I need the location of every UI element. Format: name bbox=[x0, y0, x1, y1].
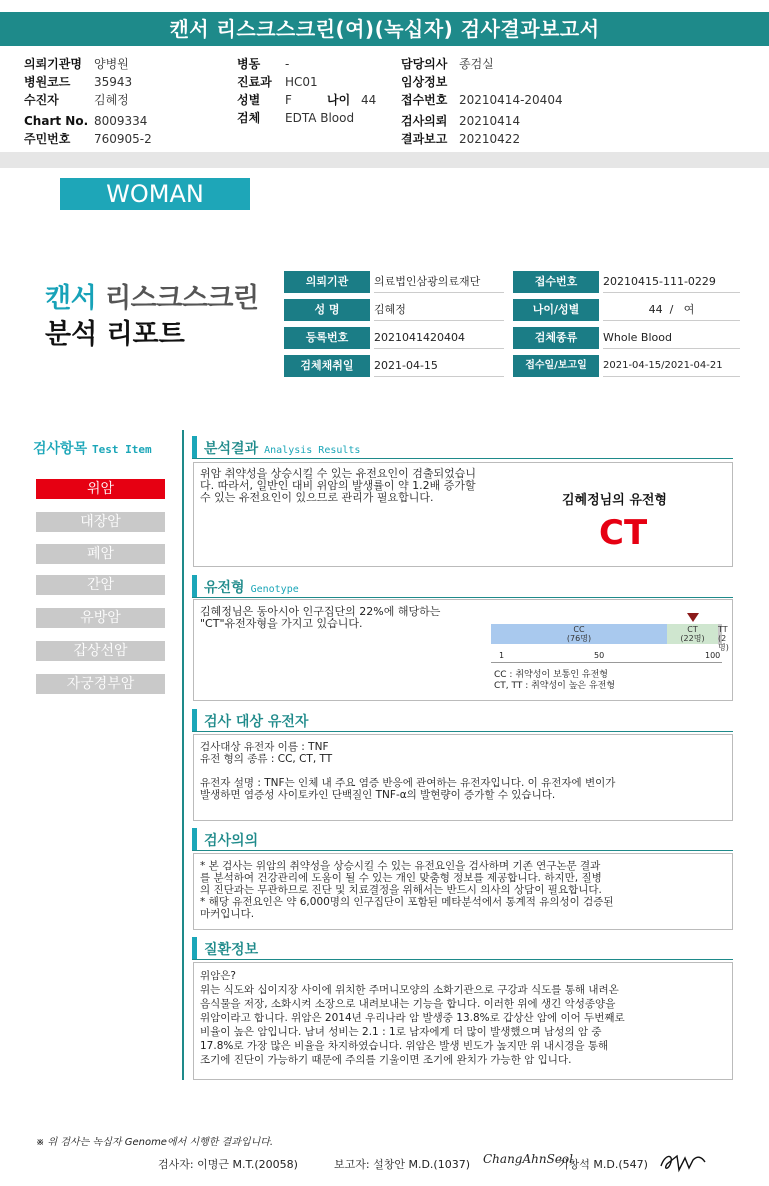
header-row bbox=[401, 112, 563, 130]
info-value: 44 / 여 bbox=[603, 299, 740, 321]
header-value: 760905-2 bbox=[94, 132, 152, 146]
section-marker bbox=[192, 709, 197, 731]
woman-label: WOMAN bbox=[60, 178, 250, 210]
header-value: 20210422 bbox=[459, 132, 521, 146]
analysis-text: 위암 취약성을 상승시킬 수 있는 유전요인이 검출되었습니 다. 따라서, 일반인 대비 위암의 발생률이 약 1.2배 증가할 수 있는 유전요인이 있으므로 관리가 필요합니다. bbox=[200, 467, 477, 504]
section-marker bbox=[192, 937, 197, 959]
segment-name: CT bbox=[687, 625, 698, 634]
header-row bbox=[237, 73, 376, 91]
header-value: 김혜정 bbox=[94, 93, 129, 107]
sidebar-title bbox=[33, 438, 152, 458]
info-value: 2021-04-15/2021-04-21 bbox=[603, 355, 740, 377]
header-row bbox=[237, 109, 376, 127]
sidebar-item-colon[interactable]: 대장암 bbox=[36, 512, 165, 532]
genotype-text: 김혜정님은 동아시아 인구집단의 22%에 해당하는 "CT"유전자형을 가지고 있습니다. bbox=[200, 605, 441, 630]
info-value: 20210415-111-0229 bbox=[603, 271, 740, 293]
info-value: 의료법인삼광의료재단 bbox=[374, 271, 504, 293]
genotype-distribution-bar bbox=[491, 624, 729, 652]
section-underline bbox=[192, 850, 733, 851]
segment-name: TT bbox=[718, 625, 728, 634]
genotype-caption: 김혜정님의 유전형 bbox=[562, 493, 667, 508]
header-row bbox=[24, 55, 152, 73]
header-row bbox=[401, 130, 563, 148]
section-marker bbox=[192, 828, 197, 850]
section-title bbox=[204, 438, 360, 458]
header-value: 20210414-20404 bbox=[459, 93, 563, 107]
disease-text: 위암은? 위는 식도와 십이지장 사이에 위치한 주머니모양의 소화기관으로 구강과 식도를 통해 내려온 음식물을 저장, 소화시켜 소장으로 내려보내는 기능을 합니다. 이러한 위에 생긴 악성종양을 위암이라고 합니다. 위암은 2014년 우리나라 암 발생중 13.8%로 갑상산 암에 이어 두번째로 비율이 높은 암입니다. 남녀 성비는 2.1 : 1로 남자에게 더 많이 발생했으며 남성의 암 중 17.8%로 가장 많은 비율을 차지하였습니다. 위암은 발생 빈도가 높지만 위 내시경을 통해 조기에 진단이 가능하기 때문에 주의를 기울이면 조기에 완치가 가능한 암 입니다. bbox=[200, 970, 625, 1066]
info-label: 등록번호 bbox=[284, 327, 370, 349]
sidebar-title-ko: 검사항목 bbox=[33, 441, 88, 457]
header-label: 병동 bbox=[237, 57, 261, 71]
info-value: Whole Blood bbox=[603, 327, 740, 349]
sidebar-item-breast[interactable]: 유방암 bbox=[36, 608, 165, 628]
age-label: 나이 bbox=[327, 93, 351, 107]
section-underline bbox=[192, 959, 733, 960]
header-value: 35943 bbox=[94, 75, 133, 89]
section-marker bbox=[192, 436, 197, 458]
footer-note: ※ 위 검사는 녹십자 Genome에서 시행한 결과입니다. bbox=[36, 1137, 274, 1148]
header-row bbox=[24, 91, 152, 109]
section-underline bbox=[192, 458, 733, 459]
tick-label: 100 bbox=[705, 651, 721, 660]
header-label: 주민번호 bbox=[24, 132, 71, 146]
header-row bbox=[401, 91, 563, 109]
director: 기창석 M.D.(547) bbox=[558, 1158, 648, 1171]
sidebar-item-stomach[interactable]: 위암 bbox=[36, 479, 165, 499]
header-value: 종검실 bbox=[459, 57, 494, 71]
header-label: 접수번호 bbox=[401, 93, 448, 107]
bar-axis bbox=[491, 662, 722, 663]
header-value: HC01 bbox=[285, 75, 318, 89]
section-title-ko: 분석결과 bbox=[204, 441, 259, 457]
sidebar-item-lung[interactable]: 폐암 bbox=[36, 544, 165, 564]
genotype-marker-icon bbox=[687, 613, 699, 622]
header-row bbox=[24, 112, 152, 130]
vertical-divider bbox=[182, 430, 184, 1080]
info-label: 접수번호 bbox=[513, 271, 599, 293]
report-name-part1: 캔서 bbox=[45, 283, 97, 314]
header-col2 bbox=[237, 55, 376, 127]
info-label: 나이/성별 bbox=[513, 299, 599, 321]
header-label: 성별 bbox=[237, 93, 261, 107]
segment-name: CC bbox=[573, 625, 585, 634]
header-label: 수진자 bbox=[24, 93, 59, 107]
header-row bbox=[237, 91, 376, 109]
header-row bbox=[237, 55, 376, 73]
report-name-part2: 리스크스크린 bbox=[96, 283, 259, 314]
header-label: 결과보고 bbox=[401, 132, 448, 146]
director-signature bbox=[657, 1150, 711, 1174]
tick-label: 50 bbox=[594, 651, 605, 660]
info-label: 성 명 bbox=[284, 299, 370, 321]
section-title-en: Genotype bbox=[250, 584, 299, 595]
header-label: 검체 bbox=[237, 111, 261, 125]
header-label: 담당의사 bbox=[401, 57, 448, 71]
section-title-en: Analysis Results bbox=[264, 445, 361, 456]
header-label: 임상정보 bbox=[401, 75, 448, 89]
segment-count: (2명) bbox=[718, 634, 729, 652]
info-value: 김혜정 bbox=[374, 299, 504, 321]
section-title bbox=[204, 577, 299, 597]
info-value: 2021041420404 bbox=[374, 327, 504, 349]
target-gene-text: 검사대상 유전자 이름 : TNF 유전 형의 종류 : CC, CT, TT 유전자 설명 : TNF는 인체 내 주요 염증 반응에 관여하는 유전자입니다. 이 유전자에 변이가 발생하면 염증성 사이토카인 단백질인 TNF-α의 발현량이 증가할 수 있습니다. bbox=[200, 741, 616, 801]
header-label: 진료과 bbox=[237, 75, 272, 89]
header-label: 검사의뢰 bbox=[401, 114, 448, 128]
info-row bbox=[284, 327, 740, 351]
section-title-ko: 유전형 bbox=[204, 580, 245, 596]
header-value: F bbox=[285, 93, 292, 107]
section-title: 질환정보 bbox=[204, 942, 259, 958]
genotype-box bbox=[193, 599, 733, 701]
segment-count: (76명) bbox=[566, 634, 592, 643]
info-label: 검체종류 bbox=[513, 327, 599, 349]
analysis-box bbox=[193, 462, 733, 567]
segment-count: (22명) bbox=[680, 634, 705, 643]
header-col3 bbox=[401, 55, 563, 148]
section-title: 검사의의 bbox=[204, 833, 259, 849]
genotype-segment-ct bbox=[667, 624, 718, 644]
tick-label: 1 bbox=[499, 651, 505, 660]
sidebar-item-thyroid[interactable]: 갑상선암 bbox=[36, 641, 165, 661]
header-row bbox=[24, 130, 152, 148]
header-value: EDTA Blood bbox=[285, 111, 355, 125]
report-name-line1 bbox=[45, 276, 259, 315]
sidebar-item-cervical[interactable]: 자궁경부암 bbox=[36, 674, 165, 694]
reporter: 보고자: 설창안 M.D.(1037) bbox=[334, 1158, 470, 1171]
section-underline bbox=[192, 597, 733, 598]
header-value: - bbox=[285, 57, 290, 71]
info-row bbox=[284, 299, 740, 323]
genotype-segment-tt bbox=[718, 624, 729, 652]
header-label: 의뢰기관명 bbox=[24, 57, 82, 71]
header-value: 양병원 bbox=[94, 57, 129, 71]
legend-cc: CC : 취약성이 보통인 유전형 bbox=[494, 670, 608, 680]
sidebar-title-en: Test Item bbox=[91, 443, 152, 456]
header-row bbox=[401, 73, 563, 91]
header-row bbox=[401, 55, 563, 73]
header-value: 8009334 bbox=[94, 114, 148, 128]
info-row bbox=[284, 271, 740, 295]
target-gene-box bbox=[193, 734, 733, 821]
sidebar-item-liver[interactable]: 간암 bbox=[36, 575, 165, 595]
tester: 검사자: 이명근 M.T.(20058) bbox=[158, 1158, 298, 1171]
reporter-signature: ChangAhnSeol bbox=[483, 1152, 573, 1166]
age-value: 44 bbox=[361, 93, 377, 107]
genotype-result: CT bbox=[599, 513, 648, 553]
significance-text: * 본 검사는 위암의 취약성을 상승시킬 수 있는 유전요인을 검사하며 기존 연구논문 결과 를 분석하여 건강관리에 도움이 될 수 있는 개인 맞춤형 정보를 제공합니다. 하지만, 질병 의 진단과는 무관하므로 진단 및 치료결정을 위해서는 반드시 의사의 상담이 필요합니다. * 해당 유전요인은 약 6,000명의 인구집단이 포함된 메타분석에서 통계적 유의성이 검증된 마커입니다. bbox=[200, 860, 614, 920]
section-title: 검사 대상 유전자 bbox=[204, 714, 309, 730]
section-marker bbox=[192, 575, 197, 597]
section-underline bbox=[192, 731, 733, 732]
report-name-line2: 분석 리포트 bbox=[45, 319, 185, 350]
header-value: 20210414 bbox=[459, 114, 521, 128]
significance-box bbox=[193, 853, 733, 930]
info-value: 2021-04-15 bbox=[374, 355, 504, 377]
divider-band bbox=[0, 152, 769, 168]
header-label: Chart No. bbox=[24, 114, 89, 128]
info-label: 의뢰기관 bbox=[284, 271, 370, 293]
genotype-segment-cc bbox=[491, 624, 667, 644]
info-label: 검체채취일 bbox=[284, 355, 370, 377]
signature-icon bbox=[657, 1150, 711, 1174]
report-title: 캔서 리스크스크린(여)(녹십자) 검사결과보고서 bbox=[0, 12, 769, 46]
header-row bbox=[24, 73, 152, 91]
info-label: 접수일/보고일 bbox=[513, 355, 599, 377]
disease-box bbox=[193, 962, 733, 1080]
info-row bbox=[284, 355, 740, 379]
header-col1 bbox=[24, 55, 152, 148]
header-label: 병원코드 bbox=[24, 75, 71, 89]
legend-ct-tt: CT, TT : 취약성이 높은 유전형 bbox=[494, 681, 616, 691]
